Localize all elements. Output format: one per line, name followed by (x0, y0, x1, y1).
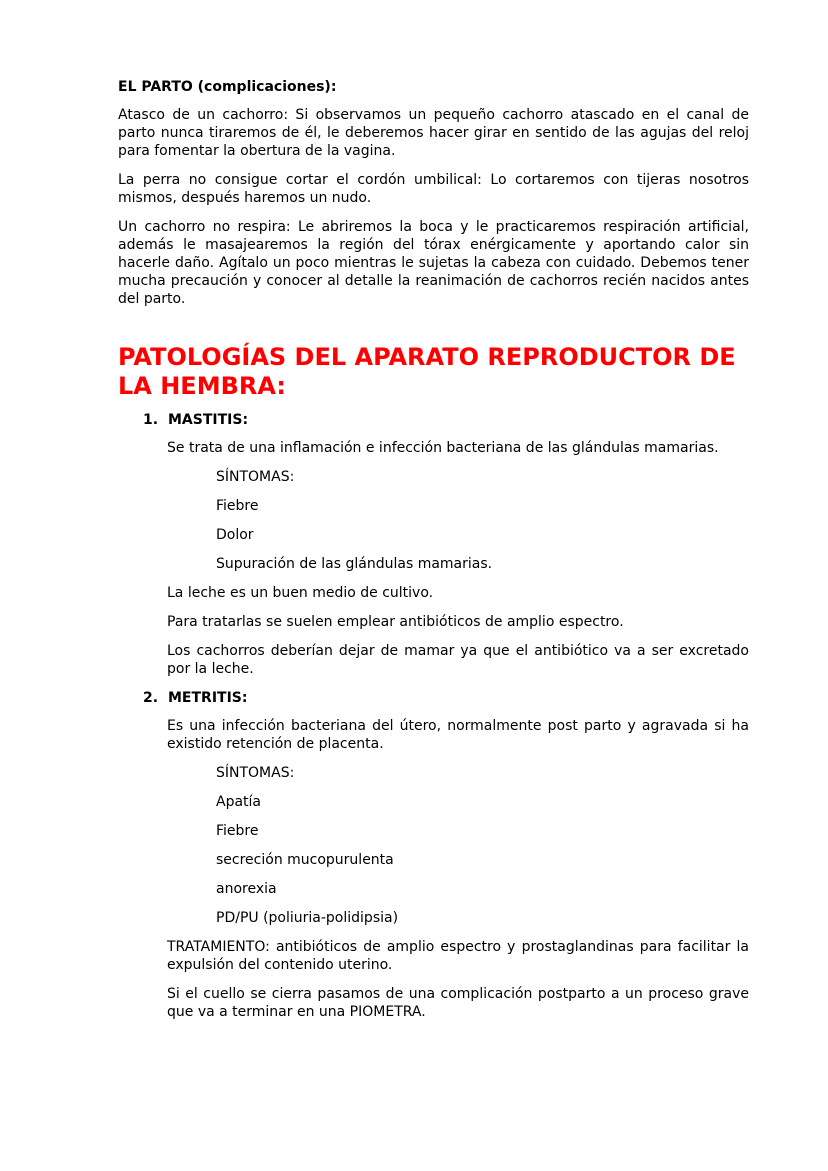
mastitis-after (167, 584, 749, 678)
document-page (118, 78, 749, 1032)
metritis-number: 2. (143, 690, 159, 706)
mastitis-heading (143, 411, 749, 429)
mastitis-symptom: Fiebre (216, 498, 259, 514)
metritis-intro: Es una infección bacteriana del útero, normalmente post parto y agravada si ha existido retención de placenta. (167, 718, 749, 752)
mastitis-number: 1. (143, 412, 159, 428)
mastitis-after-3: Los cachorros deberían dejar de mamar ya que el antibiótico va a ser excretado por la leche. (167, 643, 749, 677)
metritis-heading (143, 689, 749, 707)
parto-paragraph-2: La perra no consigue cortar el cordón umbilical: Lo cortaremos con tijeras nosotros mismos, después haremos un nudo. (118, 172, 749, 206)
metritis-symptom: anorexia (216, 881, 277, 897)
metritis-symptoms (216, 764, 749, 927)
metritis-body (167, 717, 749, 753)
mastitis-symptom: Supuración de las glándulas mamarias. (216, 556, 493, 572)
mastitis-symptoms (216, 468, 749, 573)
mastitis-after-1: La leche es un buen medio de cultivo. (167, 585, 434, 601)
metritis-title: METRITIS: (168, 690, 248, 706)
mastitis-symptoms-label: SÍNTOMAS: (216, 469, 295, 485)
mastitis-after-2: Para tratarlas se suelen emplear antibióticos de amplio espectro. (167, 614, 624, 630)
metritis-symptoms-label: SÍNTOMAS: (216, 765, 295, 781)
metritis-treatment: TRATAMIENTO: antibióticos de amplio espectro y prostaglandinas para facilitar la expulsión del contenido uterino. (167, 939, 749, 973)
parto-heading: EL PARTO (complicaciones): (118, 79, 337, 95)
parto-paragraph-3: Un cachorro no respira: Le abriremos la boca y le practicaremos respiración artificial, además le masajearemos la región del tórax enérgicamente y aportando calor sin hacerle daño. Agítalo un poco mientras le sujetas la cabeza con cuidado. Debemos tener mucha precaución y conocer al detalle la reanimación de cachorros recién nacidos antes del parto. (118, 219, 749, 307)
metritis-symptom: Apatía (216, 794, 262, 810)
patologias-title: PATOLOGÍAS DEL APARATO REPRODUCTOR DE LA HEMBRA: (118, 343, 736, 400)
mastitis-body (167, 439, 749, 457)
mastitis-symptom: Dolor (216, 527, 254, 543)
metritis-symptom: PD/PU (poliuria-polidipsia) (216, 910, 399, 926)
metritis-symptom: secreción mucopurulenta (216, 852, 394, 868)
metritis-after-2: Si el cuello se cierra pasamos de una complicación postparto a un proceso grave que va a terminar en una PIOMETRA. (167, 986, 749, 1020)
metritis-symptom: Fiebre (216, 823, 259, 839)
metritis-after (167, 938, 749, 1021)
parto-paragraph-1: Atasco de un cachorro: Si observamos un pequeño cachorro atascado en el canal de parto nunca tiraremos de él, le deberemos hacer girar en sentido de las agujas del reloj para fomentar la obertura de la vagina. (118, 107, 749, 159)
mastitis-intro: Se trata de una inflamación e infección bacteriana de las glándulas mamarias. (167, 440, 719, 456)
mastitis-title: MASTITIS: (168, 412, 249, 428)
